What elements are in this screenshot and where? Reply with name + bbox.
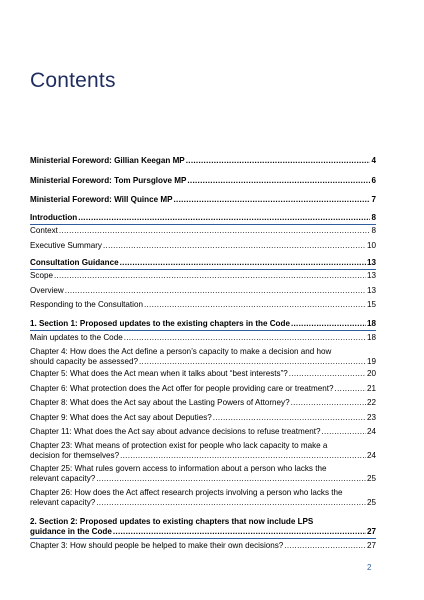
page-title: Contents (30, 69, 116, 92)
toc-leader-dots (54, 271, 366, 281)
toc-entry-text-line1: Chapter 23: What means of protection exist for people who lack capacity to make a (30, 441, 328, 450)
toc-leader-dots (124, 333, 366, 343)
toc-entry-page: 19 (366, 357, 376, 366)
toc-leader-dots (65, 286, 366, 296)
toc-entry-text: Responding to the Consultation (30, 300, 143, 309)
toc-entry[interactable] (30, 271, 376, 281)
toc-entry-text: Chapter 5: What does the Act mean when it talks about “best interests”? (30, 369, 288, 378)
toc-entry[interactable] (30, 398, 376, 408)
toc-entry-page: 8 (371, 226, 376, 235)
toc-entry[interactable] (30, 384, 376, 394)
toc-entry-text: relevant capacity? (30, 474, 96, 483)
toc-entry[interactable] (30, 464, 376, 484)
toc-leader-dots (335, 384, 366, 394)
toc-entry-page: 13 (366, 258, 376, 267)
toc-entry-text: Executive Summary (30, 241, 102, 250)
toc-entry[interactable] (30, 333, 376, 343)
toc-entry-text: Context (30, 226, 58, 235)
toc-entry[interactable] (30, 541, 376, 551)
toc-entry-page: 22 (366, 398, 376, 407)
toc-entry[interactable] (30, 347, 376, 367)
toc-entry[interactable] (30, 226, 376, 236)
toc-entry[interactable] (30, 176, 376, 186)
toc-entry[interactable] (30, 195, 376, 205)
toc-entry-page: 18 (366, 333, 376, 342)
toc-leader-dots (103, 241, 366, 251)
toc-entry-text-line1: 2. Section 2: Proposed updates to existing chapters that now include LPS (30, 517, 314, 526)
toc-entry[interactable] (30, 427, 376, 437)
toc-entry[interactable] (30, 156, 376, 166)
toc-entry-text-line1: Chapter 4: How does the Act define a person’s capacity to make a decision and how (30, 347, 332, 356)
toc-leader-dots (291, 319, 366, 329)
toc-leader-dots (322, 427, 366, 437)
toc-entry-page: 25 (366, 498, 376, 507)
toc-entry-page: 6 (371, 176, 376, 185)
page-number: 2 (367, 563, 372, 572)
toc-entry-page: 4 (371, 156, 376, 165)
toc-entry-page: 24 (366, 451, 376, 460)
toc-entry[interactable] (30, 517, 376, 539)
toc-leader-dots (187, 176, 370, 186)
toc-entry-text-line1: Chapter 25: What rules govern access to information about a person who lacks the (30, 464, 327, 473)
toc-entry-text: Chapter 8: What does the Act say about the Lasting Powers of Attorney? (30, 398, 290, 407)
toc-entry[interactable] (30, 258, 376, 270)
toc-entry[interactable] (30, 441, 376, 461)
toc-entry[interactable] (30, 300, 376, 310)
toc-entry-text: Main updates to the Code (30, 333, 123, 342)
toc-entry-text: Chapter 6: What protection does the Act offer for people providing care or treatment? (30, 384, 334, 393)
toc-entry[interactable] (30, 369, 376, 379)
toc-leader-dots (144, 300, 366, 310)
toc-entry-text: Ministerial Foreword: Will Quince MP (30, 195, 173, 204)
toc-entry[interactable] (30, 413, 376, 423)
toc-entry[interactable] (30, 241, 376, 251)
toc-leader-dots (291, 398, 366, 408)
toc-leader-dots (284, 541, 366, 551)
toc-entry-page: 7 (371, 195, 376, 204)
toc-entry-text-line1: Chapter 26: How does the Act affect research projects involving a person who lacks the (30, 488, 343, 497)
toc-entry-page: 8 (371, 213, 376, 222)
toc-entry-page: 27 (366, 541, 376, 550)
toc-entry-text: decision for themselves? (30, 451, 120, 460)
toc-entry-page: 23 (366, 413, 376, 422)
toc-entry-text: guidance in the Code (30, 527, 112, 536)
toc-leader-dots (139, 357, 366, 367)
toc-leader-dots (78, 213, 370, 223)
toc-entry-text: Ministerial Foreword: Tom Pursglove MP (30, 176, 187, 185)
toc-entry[interactable] (30, 213, 376, 225)
toc-entry-text: Scope (30, 271, 53, 280)
toc-leader-dots (96, 498, 366, 508)
toc-leader-dots (173, 195, 370, 205)
toc-leader-dots (96, 474, 366, 484)
toc-leader-dots (289, 369, 366, 379)
toc-entry-page: 15 (366, 300, 376, 309)
toc-entry-text: Ministerial Foreword: Gillian Keegan MP (30, 156, 185, 165)
toc-entry-text: Introduction (30, 213, 78, 222)
toc-leader-dots (113, 527, 366, 537)
toc-entry[interactable] (30, 319, 376, 331)
toc-entry-page: 20 (366, 369, 376, 378)
toc-entry-text: Chapter 3: How should people be helped to make their own decisions? (30, 541, 284, 550)
toc-entry-text: Chapter 9: What does the Act say about Deputies? (30, 413, 212, 422)
toc-entry-page: 13 (366, 271, 376, 280)
toc-entry[interactable] (30, 286, 376, 296)
toc-entry-page: 27 (366, 527, 376, 536)
toc-entry-page: 25 (366, 474, 376, 483)
toc-leader-dots (186, 156, 371, 166)
toc-entry-text: Overview (30, 286, 64, 295)
toc-entry-text: should capacity be assessed? (30, 357, 138, 366)
toc-entry-text: Consultation Guidance (30, 258, 119, 267)
toc-entry-page: 21 (366, 384, 376, 393)
toc-entry-text: Chapter 11: What does the Act say about advance decisions to refuse treatment? (30, 427, 321, 436)
toc-leader-dots (59, 226, 371, 236)
toc-entry-page: 18 (366, 319, 376, 328)
toc-entry[interactable] (30, 488, 376, 508)
toc-entry-text: relevant capacity? (30, 498, 96, 507)
toc-leader-dots (213, 413, 366, 423)
toc-entry-text: 1. Section 1: Proposed updates to the existing chapters in the Code (30, 319, 290, 328)
toc-entry-page: 13 (366, 286, 376, 295)
toc-entry-page: 10 (366, 241, 376, 250)
toc-entry-page: 24 (366, 427, 376, 436)
toc-leader-dots (120, 451, 366, 461)
toc-leader-dots (120, 258, 366, 268)
